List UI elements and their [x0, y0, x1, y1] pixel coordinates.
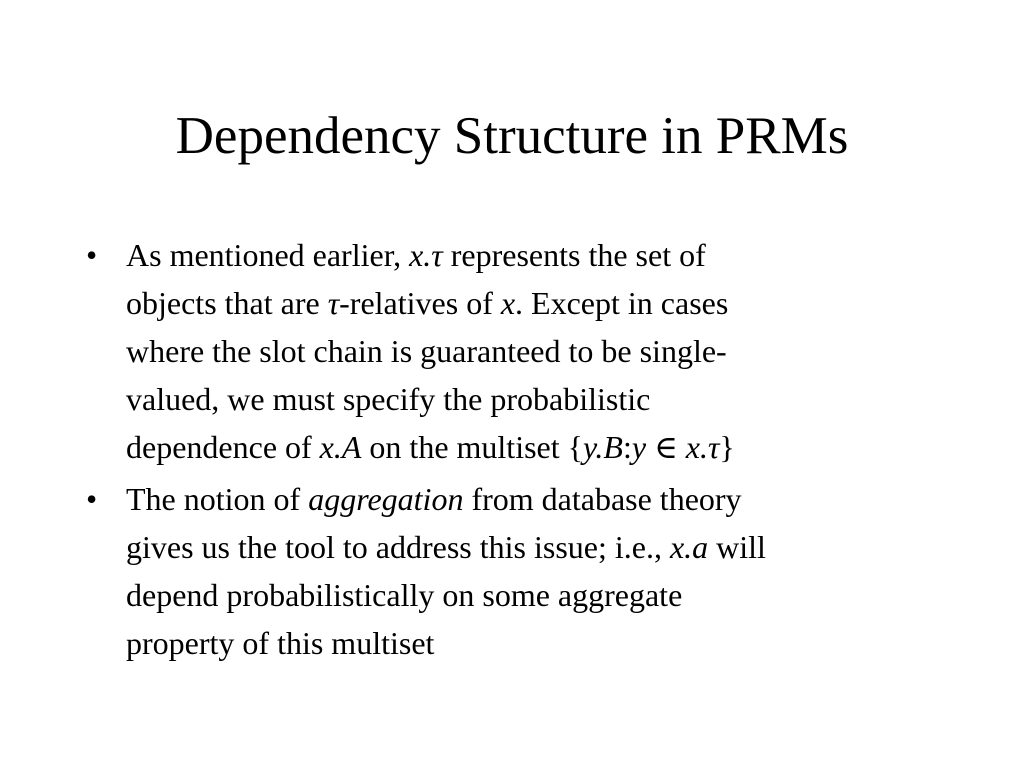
bullet-line: [126, 571, 946, 619]
bullet-marker: •: [86, 237, 98, 273]
bullet-line: [126, 619, 946, 667]
bullet-line: [126, 523, 946, 571]
bullet-line: [126, 423, 946, 471]
text-run: property of this multiset: [126, 625, 435, 661]
italic-text: y: [631, 429, 647, 465]
text-run: valued, we must specify the probabilistic: [126, 381, 651, 417]
italic-text: x.τ: [409, 237, 443, 273]
text-run: gives us the tool to address this issue; i.e.,: [126, 529, 670, 565]
bullet-line: [126, 475, 946, 523]
text-run: The notion of: [126, 481, 309, 517]
bullet-marker: •: [86, 481, 98, 517]
italic-text: x.τ: [685, 429, 720, 465]
text-run: where the slot chain is guaranteed to be single-: [126, 333, 727, 369]
text-run: As mentioned earlier,: [126, 237, 410, 273]
text-run: depend probabilistically on some aggregate: [126, 577, 683, 613]
bullet-line: [126, 231, 946, 279]
text-run: objects that are: [126, 285, 328, 321]
text-run: from database theory: [463, 481, 742, 517]
text-run: . Except in cases: [515, 285, 729, 321]
slide-title: Dependency Structure in PRMs: [175, 107, 849, 165]
italic-text: x: [500, 285, 516, 321]
text-run: represents the set of: [442, 237, 706, 273]
bullet-line: [126, 279, 946, 327]
italic-text: x.A: [319, 429, 362, 465]
text-run: dependence of: [126, 429, 320, 465]
text-run: on the multiset {: [361, 429, 583, 465]
bullet-line: [126, 327, 946, 375]
text-run: ∈: [646, 429, 686, 465]
text-run: }: [719, 429, 735, 465]
text-run: -relatives of: [339, 285, 501, 321]
bullet-item: [86, 475, 946, 667]
text-run: will: [708, 529, 766, 565]
italic-text: aggregation: [308, 481, 464, 517]
italic-text: x.a: [669, 529, 709, 565]
bullet-line: [126, 375, 946, 423]
bullet-item: [86, 231, 946, 471]
text-run: :: [622, 429, 632, 465]
bullet-list: [86, 231, 946, 671]
italic-text: τ: [327, 285, 340, 321]
italic-text: y.B: [582, 429, 623, 465]
